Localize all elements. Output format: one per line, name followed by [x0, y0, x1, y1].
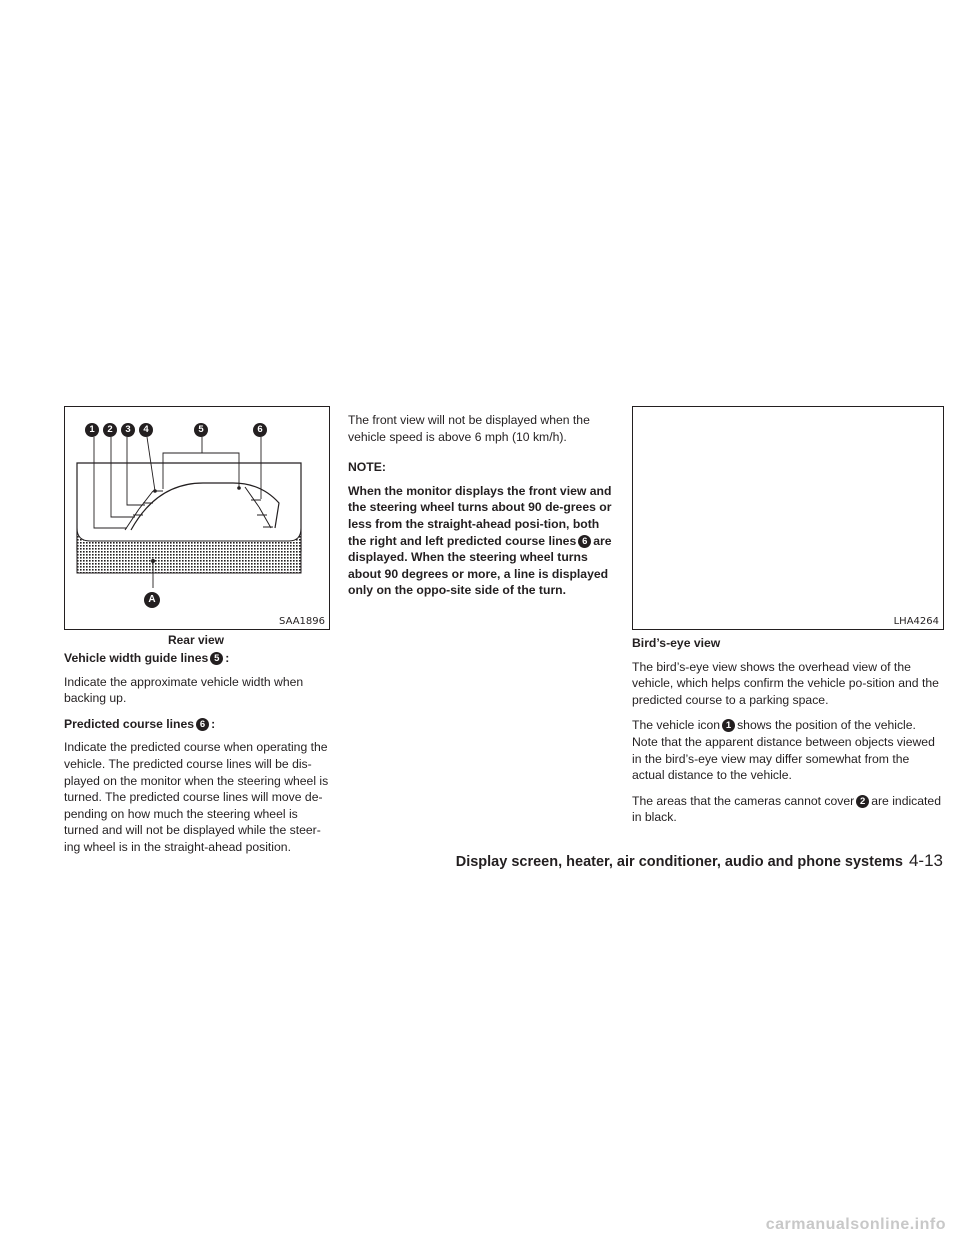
callout-1: 1	[722, 719, 735, 732]
paragraph: The areas that the cameras cannot cover 2 are indicated in black.	[632, 793, 941, 825]
leader-3	[127, 437, 145, 505]
paragraph: The bird’s-eye view shows the overhead view of the vehicle, which helps confirm the vehicle po-sition and the predicted course to a parking space.	[632, 659, 939, 707]
callout-2: 2	[103, 423, 117, 437]
callout-a: A	[144, 592, 160, 608]
column-1	[64, 650, 330, 865]
paragraph: The vehicle icon 1 shows the position of the vehicle. Note that the apparent distance between objects viewed in the bird’s-eye view may differ somewhat from the actual distance to the vehicle.	[632, 718, 935, 783]
predicted-course-curve	[131, 483, 279, 530]
figure-code: LHA4264	[893, 616, 939, 627]
callout-3: 3	[121, 423, 135, 437]
leader-1	[94, 437, 127, 528]
section-title: Display screen, heater, air conditioner, audio and phone systems	[455, 854, 903, 870]
heading-predicted-course: Predicted course lines 6 :	[64, 716, 216, 731]
callout-6: 6	[253, 423, 267, 437]
bumper-area	[77, 528, 301, 573]
callout-5: 5	[194, 423, 208, 437]
note-label: NOTE:	[348, 460, 386, 475]
paragraph: Indicate the approximate vehicle width when backing up.	[64, 674, 304, 706]
paragraph: The front view will not be displayed when the vehicle speed is above 6 mph (10 km/h).	[348, 413, 590, 444]
column-2	[348, 412, 616, 608]
heading-vehicle-width: Vehicle width guide lines 5 :	[64, 651, 230, 665]
rear-view-caption: Rear view	[167, 633, 225, 647]
page-number: 4-13	[908, 851, 943, 870]
paragraph: Indicate the predicted course when operating the vehicle. The predicted course lines will be dis-played on the monitor when the steering wheel is turned. The predicted course lines will move de-pending on how much the steering wheel is turned and will not be displayed while the steer-ing wheel is in the straight-ahead position.	[64, 740, 329, 854]
column-3	[632, 635, 942, 835]
callout-1: 1	[85, 423, 99, 437]
rear-view-diagram	[65, 407, 329, 629]
callout-6: 6	[578, 535, 591, 548]
callout-2: 2	[856, 795, 869, 808]
figure-code: SAA1896	[279, 616, 325, 627]
watermark: carmanualsonline.info	[765, 1216, 946, 1233]
leader-4	[147, 437, 155, 491]
note-body: When the monitor displays the front view and the steering wheel turns about 90 de-grees or less from the straight-ahead posi-tion, both the right and left predicted course lines 6 are displayed. When the steering wheel turns about 90 degrees or more, a line is displayed only on the oppo-site side of the turn.	[348, 483, 612, 598]
rear-view-figure	[64, 406, 330, 630]
callout-5: 5	[210, 652, 223, 665]
callout-6: 6	[196, 718, 209, 731]
callout-4: 4	[139, 423, 153, 437]
page-footer	[420, 851, 943, 871]
birds-eye-caption: Bird’s-eye view	[632, 636, 721, 650]
birds-eye-figure	[632, 406, 944, 630]
